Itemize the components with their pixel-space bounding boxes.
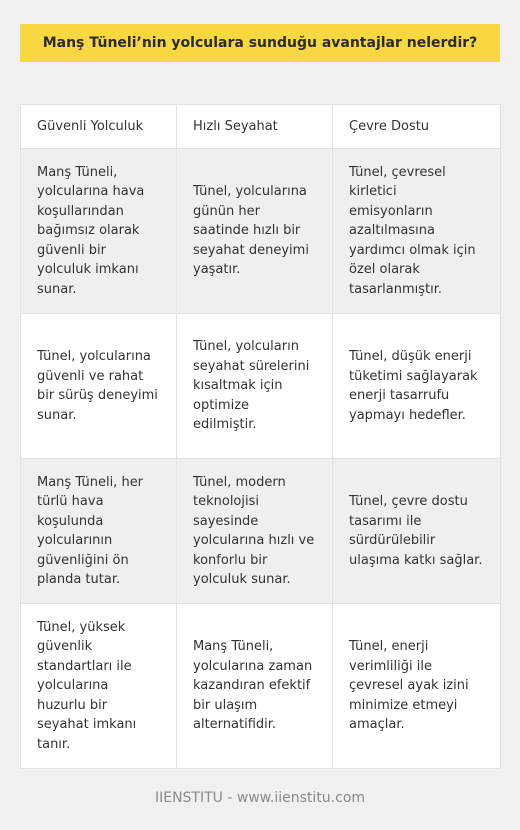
table-cell: Tünel, yüksek güvenlik standartları ile yolcularına huzurlu bir seyahat imkanı tanır. bbox=[21, 604, 177, 769]
table-cell: Tünel, yolcularına güvenli ve rahat bir sürüş deneyimi sunar. bbox=[21, 314, 177, 459]
table-cell: Tünel, yolcuların seyahat sürelerini kısaltmak için optimize edilmiştir. bbox=[177, 314, 333, 459]
advantages-table bbox=[20, 104, 501, 769]
table-cell: Manş Tüneli, her türlü hava koşulunda yolcularının güvenliğini ön planda tutar. bbox=[21, 459, 177, 604]
header-eco-friendly: Çevre Dostu bbox=[333, 105, 501, 149]
table-row bbox=[21, 149, 501, 314]
table-cell: Manş Tüneli, yolcularına zaman kazandıran efektif bir ulaşım alternatifidir. bbox=[177, 604, 333, 769]
table-cell: Tünel, modern teknolojisi sayesinde yolcularına hızlı ve konforlu bir yolculuk sunar. bbox=[177, 459, 333, 604]
title-banner bbox=[20, 24, 500, 62]
table-cell: Tünel, çevresel kirletici emisyonların azaltılmasına yardımcı olmak için özel olarak tasarlanmıştır. bbox=[333, 149, 501, 314]
page-title: Manş Tüneli’nin yolculara sunduğu avantajlar nelerdir? bbox=[42, 35, 478, 51]
footer-credit: IIENSTITU - www.iienstitu.com bbox=[154, 790, 366, 806]
table-row bbox=[21, 314, 501, 459]
table-cell: Tünel, yolcularına günün her saatinde hızlı bir seyahat deneyimi yaşatır. bbox=[177, 149, 333, 314]
table-cell: Manş Tüneli, yolcularına hava koşullarından bağımsız olarak güvenli bir yolculuk imkanı sunar. bbox=[21, 149, 177, 314]
header-safe-travel: Güvenli Yolculuk bbox=[21, 105, 177, 149]
header-fast-travel: Hızlı Seyahat bbox=[177, 105, 333, 149]
table-header-row bbox=[21, 105, 501, 149]
table-cell: Tünel, enerji verimliliği ile çevresel ayak izini minimize etmeyi amaçlar. bbox=[333, 604, 501, 769]
table-cell: Tünel, düşük enerji tüketimi sağlayarak enerji tasarrufu yapmayı hedefler. bbox=[333, 314, 501, 459]
table-cell: Tünel, çevre dostu tasarımı ile sürdürülebilir ulaşıma katkı sağlar. bbox=[333, 459, 501, 604]
table-row bbox=[21, 604, 501, 769]
table-row bbox=[21, 459, 501, 604]
